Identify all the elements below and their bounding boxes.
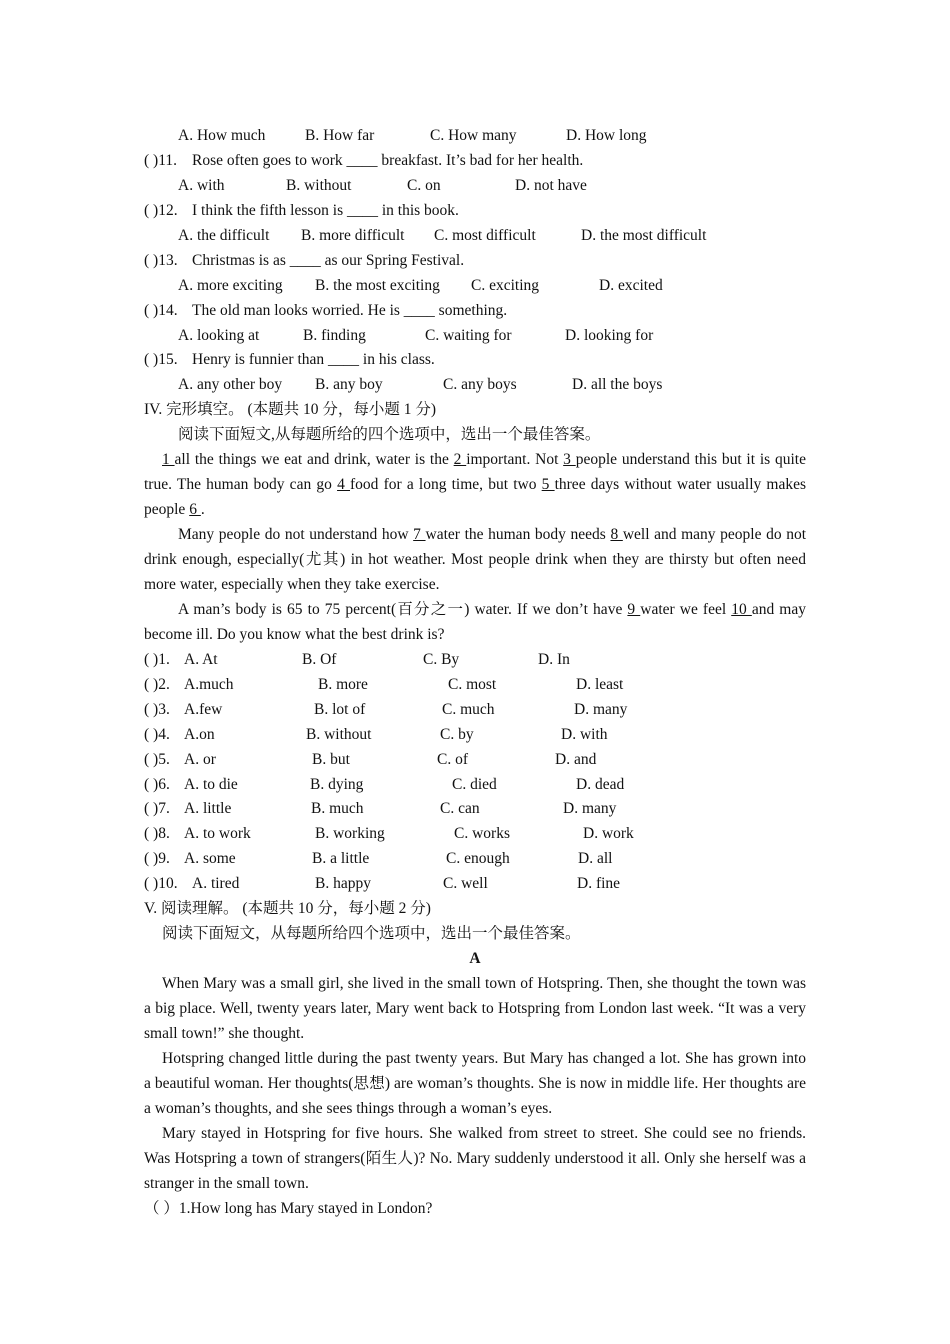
option: C. exciting	[471, 276, 540, 294]
option: A. to die	[184, 775, 238, 793]
option: A. looking at	[178, 326, 260, 344]
reading-paragraph: Mary stayed in Hotspring for five hours. She walked from street to street. She could see no friends. Was Hotspring a town of strangers(陌生人)? No. Mary suddenly understood it all. Only she herself was a stranger in the small town.	[144, 1124, 806, 1192]
question-number: ( )12.	[144, 201, 178, 219]
option: D. looking for	[565, 326, 654, 344]
cloze-question	[144, 847, 806, 872]
text: .	[200, 501, 205, 519]
question-text: Rose often goes to work ____ breakfast. It’s bad for her health.	[192, 151, 584, 169]
text: and may become ill. Do you know what the best drink is?	[144, 600, 806, 643]
option: B. the most exciting	[315, 276, 440, 294]
question-number: ( )9.	[144, 850, 170, 868]
option: C. well	[443, 875, 488, 893]
option: A. little	[184, 800, 232, 818]
option: D. the most difficult	[581, 226, 707, 244]
cloze-paragraph	[144, 448, 806, 523]
option: D. many	[574, 700, 628, 718]
question-13-options	[144, 274, 806, 299]
question-number: ( )4.	[144, 725, 170, 743]
option: B. working	[315, 825, 385, 843]
option: B. finding	[303, 326, 366, 344]
cloze-paragraph	[144, 598, 806, 648]
option: B. but	[312, 750, 350, 768]
question-12-options	[144, 224, 806, 249]
option: B. without	[286, 176, 352, 194]
cloze-question	[144, 698, 806, 723]
blank: 6	[189, 501, 201, 519]
option: C. waiting for	[425, 326, 512, 344]
question-number: ( )15.	[144, 351, 178, 369]
option: C. of	[437, 750, 468, 768]
reading-paragraph: Hotspring changed little during the past twenty years. But Mary has changed a lot. She has grown into a beautiful woman. Her thoughts(思想) are woman’s thoughts. She is now in middle life. Her thoughts are a woman’s thoughts, and she sees things through a woman’s eyes.	[144, 1049, 806, 1117]
question-number: ( )11.	[144, 151, 177, 169]
question-12	[144, 199, 806, 224]
passage-label: A	[469, 950, 481, 968]
option: C. most	[448, 675, 497, 693]
cloze-question	[144, 673, 806, 698]
option: B. Of	[302, 650, 337, 668]
option: B. happy	[315, 875, 371, 893]
option: D. not have	[515, 176, 587, 194]
option: A. more exciting	[178, 276, 283, 294]
question-14	[144, 299, 806, 324]
option: C. How many	[430, 127, 517, 144]
option: A. or	[184, 750, 216, 768]
option: D. least	[576, 675, 624, 693]
question-13	[144, 249, 806, 274]
blank: 3	[563, 451, 576, 469]
option: D. many	[563, 800, 617, 818]
blank: 7	[413, 526, 426, 544]
text: important. Not	[466, 451, 564, 469]
option: C. any boys	[443, 376, 517, 394]
option: A. to work	[184, 825, 251, 843]
option: D. work	[583, 825, 634, 843]
cloze-question	[144, 822, 806, 847]
blank: 8	[610, 526, 623, 544]
blank: 1	[162, 451, 175, 469]
option: C. much	[442, 700, 495, 718]
blank: 4	[337, 476, 350, 494]
text: water we feel	[640, 600, 732, 618]
option: B. a little	[312, 850, 370, 868]
option: B. without	[306, 725, 372, 743]
cloze-question	[144, 797, 806, 822]
question-number: ( )2.	[144, 675, 170, 693]
blank: 10	[731, 600, 752, 618]
blank: 5	[541, 476, 555, 494]
text: Many people do not understand how	[178, 526, 414, 544]
option: B. dying	[310, 775, 364, 793]
option: B. How far	[305, 127, 375, 144]
option: D. dead	[576, 775, 625, 793]
section-heading: IV. 完形填空。 (本题共 10 分，每小题 1 分)	[144, 401, 437, 419]
question-number: ( )14.	[144, 301, 178, 319]
question-number: ( )7.	[144, 800, 170, 818]
option: B. lot of	[314, 700, 366, 718]
text: all the things we eat and drink, water is the	[174, 451, 454, 469]
section-instruction: 阅读下面短文，从每题所给四个选项中，选出一个最佳答案。	[162, 925, 581, 943]
question-text: Henry is funnier than ____ in his class.	[192, 351, 435, 369]
cloze-paragraph	[144, 523, 806, 598]
option: B. much	[311, 800, 364, 818]
option: B. any boy	[315, 376, 383, 394]
text: well and many people do not drink enough, especially(尤其) in hot weather. Most people drink when they are thirsty but often need more water, especially when they take exercise.	[144, 526, 807, 593]
option: C. died	[452, 775, 497, 793]
option: D. and	[555, 750, 597, 768]
option: A. with	[178, 176, 225, 194]
question-text: Christmas is as ____ as our Spring Festival.	[192, 251, 465, 269]
option: A.on	[184, 725, 215, 743]
option: A.few	[184, 700, 223, 718]
cloze-question	[144, 648, 806, 673]
question-14-options	[144, 324, 806, 349]
option: C. works	[454, 825, 510, 843]
option: D. with	[561, 725, 608, 743]
question-number: ( )5.	[144, 750, 170, 768]
question-15-options	[144, 373, 806, 398]
cloze-question	[144, 748, 806, 773]
option: A.much	[184, 675, 234, 693]
text: food for a long time, but two	[350, 476, 542, 494]
option: A. any other boy	[178, 376, 283, 394]
option: C. enough	[446, 850, 510, 868]
question-number: ( )8.	[144, 825, 170, 843]
text: three days without water usually makes people	[144, 476, 807, 519]
text: people understand this but it is quite true. The human body can go	[144, 451, 806, 494]
cloze-question	[144, 723, 806, 748]
option: D. all the boys	[572, 376, 663, 394]
question-text: I think the fifth lesson is ____ in this book.	[192, 201, 459, 219]
option: C. by	[440, 725, 474, 743]
option: D. fine	[577, 875, 621, 893]
question-11-options	[144, 174, 806, 199]
question-15	[144, 348, 806, 373]
option: A. How much	[178, 127, 266, 144]
blank: 9	[627, 600, 641, 618]
option: D. How long	[566, 127, 647, 144]
text: A man’s body is 65 to 75 percent(百分之一) water. If we don’t have	[178, 600, 628, 618]
option: D. all	[578, 850, 613, 868]
option: C. most difficult	[434, 226, 536, 244]
cloze-question	[144, 872, 806, 897]
question-11	[144, 149, 806, 174]
option: A. some	[184, 850, 236, 868]
option: B. more difficult	[301, 226, 405, 244]
reading-paragraph: When Mary was a small girl, she lived in the small town of Hotspring. Then, she thought the town was a big place. Well, twenty years later, Mary went back to Hotspring from London last week. “It was a very small town!” she thought.	[144, 975, 806, 1042]
option: D. In	[538, 650, 570, 668]
option: C. on	[407, 176, 441, 194]
option: B. more	[318, 675, 368, 693]
text: water the human body needs	[425, 526, 611, 544]
question-number: ( )1.	[144, 650, 170, 668]
exam-page	[144, 124, 806, 1222]
option: A. At	[184, 650, 218, 668]
question-number: ( )6.	[144, 775, 170, 793]
cloze-question	[144, 773, 806, 798]
option: A. the difficult	[178, 226, 270, 244]
q10-options	[144, 124, 806, 149]
section-heading: V. 阅读理解。 (本题共 10 分，每小题 2 分)	[144, 900, 431, 918]
option: C. can	[440, 800, 480, 818]
option: C. By	[423, 650, 460, 668]
option: D. excited	[599, 276, 663, 294]
question-number: ( )3.	[144, 700, 170, 718]
question-number: ( )13.	[144, 251, 178, 269]
reading-question: （ ）1.How long has Mary stayed in London?	[144, 1199, 433, 1217]
section-instruction: 阅读下面短文,从每题所给的四个选项中，选出一个最佳答案。	[178, 426, 601, 444]
option: A. tired	[192, 875, 240, 893]
question-number: ( )10.	[144, 875, 178, 893]
question-text: The old man looks worried. He is ____ something.	[192, 301, 508, 319]
blank: 2	[453, 451, 467, 469]
